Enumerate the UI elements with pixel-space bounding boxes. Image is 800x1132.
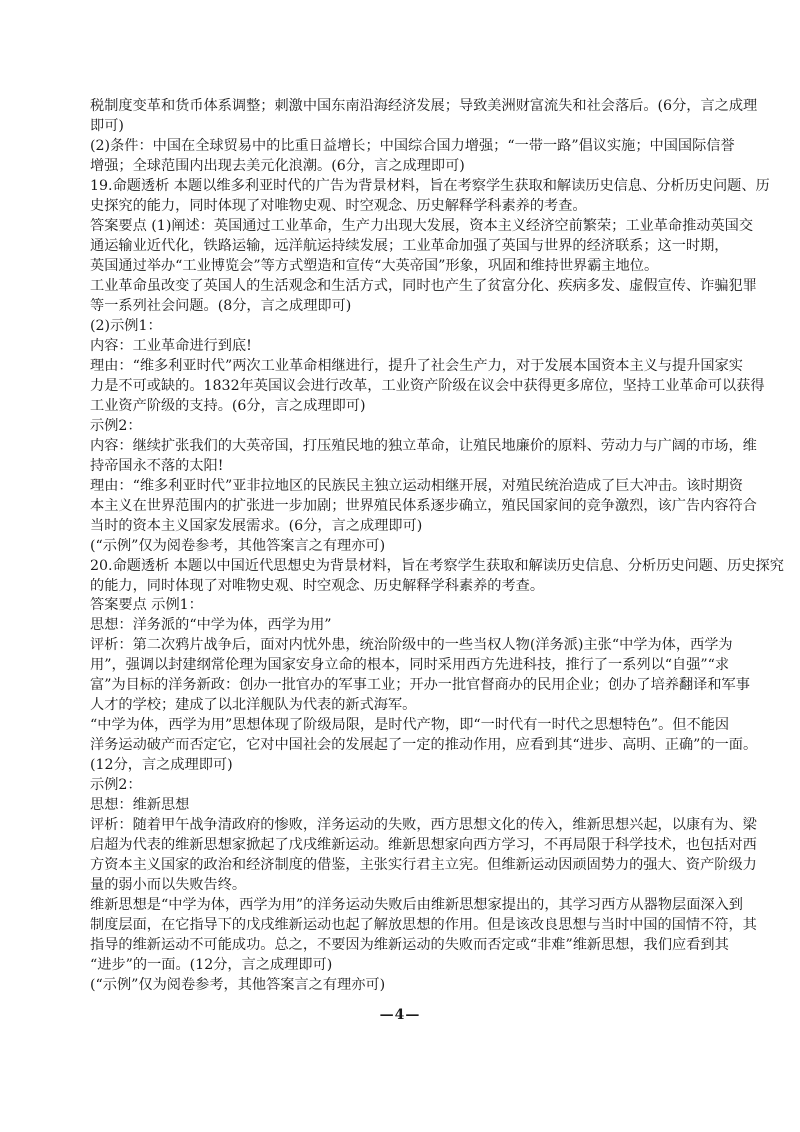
text-line: “中学为体，西学为用”思想体现了阶级局限，是时代产物，即“一时代有一时代之思想特色”。但不能因 (90, 717, 730, 734)
text-line: 方资本主义国家的政治和经济制度的借鉴，主张实行君主立宪。但维新运动因顽固势力的强大、资产阶级力 (90, 857, 757, 874)
text-line: 示例2： (90, 777, 142, 794)
text-line: (2)条件：中国在全球贸易中的比重日益增长；中国综合国力增强；“一带一路”倡议实施；中国国际信誉 (90, 138, 735, 154)
question-20-header: 20.命题透析 本题以中国近代思想史为背景材料，旨在考察学生获取和解读历史信息、分析历史问题、历史探究 (90, 557, 784, 574)
text-line: 答案要点 示例1： (90, 597, 203, 614)
text-line: 用”，强调以封建纲常伦理为国家安身立命的根本，同时采用西方先进科技，推行了一系列以“自强”“求 (90, 657, 730, 674)
text-line: 内容：工业革命进行到底! (90, 337, 252, 354)
text-line: 力是不可或缺的。1832年英国议会进行改革，工业资产阶级在议会中获得更多席位，坚持工业革命可以获得 (90, 377, 765, 394)
text-line: 本主义在世界范围内的扩张进一步加剧；世界殖民体系逐步确立，殖民国家间的竞争激烈，该广告内容符合 (90, 497, 757, 514)
text-line: 英国通过举办“工业博览会”等方式塑造和宣传“大英帝国”形象，巩固和维持世界霸主地位。 (90, 257, 659, 274)
text-line: 答案要点 (1)阐述：英国通过工业革命，生产力出现大发展，资本主义经济空前繁荣；工业革命推动英国交 (90, 217, 754, 234)
text-line: 制度层面，在它指导下的戊戌维新运动也起了解放思想的作用。但是该改良思想与当时中国的国情不符，其 (90, 917, 757, 934)
text-line: 洋务运动破产而否定它，它对中国社会的发展起了一定的推动作用，应看到其“进步、高明、正确”的一面。 (90, 737, 758, 754)
question-19-header: 19.命题透析 本题以维多利亚时代的广告为背景材料，旨在考察学生获取和解读历史信息、分析历史问题、历 (90, 177, 770, 194)
text-line: 评析：随着甲午战争清政府的惨败，洋务运动的失败，西方思想文化的传入，维新思想兴起，以康有为、梁 (90, 817, 757, 834)
text-line: 内容：继续扩张我们的大英帝国，打压殖民地的独立革命，让殖民地廉价的原料、劳动力与广阔的市场，维 (90, 437, 757, 454)
text-line: 启超为代表的维新思想家掀起了戊戌维新运动。维新思想家向西方学习，不再局限于科学技术，也包括对西 (90, 837, 757, 854)
text-line: 思想：维新思想 (90, 797, 190, 814)
text-line: 史探究的能力，同时体现了对唯物史观、时空观念、历史解释学科素养的考查。 (90, 197, 587, 214)
text-line: 即可) (90, 118, 124, 134)
page-number: —4— (379, 1007, 421, 1023)
text-line: 人才的学校；建成了以北洋舰队为代表的新式海军。 (90, 697, 417, 714)
text-line: 通运输业近代化，铁路运输，远洋航运持续发展；工业革命加强了英国与世界的经济联系；这一时期， (90, 237, 729, 254)
text-line: “进步”的一面。(12分，言之成理即可) (90, 957, 333, 973)
text-line: 思想：洋务派的“中学为体，西学为用” (90, 617, 332, 634)
text-line: (“示例”仅为阅卷参考，其他答案言之有理亦可) (90, 537, 386, 554)
text-line: 量的弱小而以失败告终。 (90, 877, 247, 894)
text-line: 富”为目标的洋务新政：创办一批官办的军事工业；开办一批官督商办的民用企业；创办了培养翻译和军事 (90, 677, 750, 694)
text-line: 理由：“维多利亚时代”两次工业革命相继进行，提升了社会生产力，对于发展本国资本主义与提升国家实 (90, 357, 743, 374)
text-line: 理由：“维多利亚时代”亚非拉地区的民族民主独立运动相继开展，对殖民统治造成了巨大冲击。该时期资 (90, 477, 743, 494)
text-line: 指导的维新运动不可能成功。总之，不要因为维新运动的失败而否定或“非难”维新思想，我们应看到其 (90, 937, 729, 954)
text-line: 的能力，同时体现了对唯物史观、时空观念、历史解释学科素养的考查。 (90, 577, 545, 594)
text-line: 当时的资本主义国家发展需求。(6分，言之成理即可) (90, 517, 423, 534)
text-line: 持帝国永不落的太阳! (90, 457, 224, 474)
text-line: (12分，言之成理即可) (90, 757, 233, 774)
text-line: 工业资产阶级的支持。(6分，言之成理即可) (90, 397, 366, 414)
text-line: 增强；全球范围内出现去美元化浪潮。(6分，言之成理即可) (90, 157, 465, 174)
text-line: (“示例”仅为阅卷参考，其他答案言之有理亦可) (90, 977, 386, 993)
text-line: 评析：第二次鸦片战争后，面对内忧外患，统治阶级中的一些当权人物(洋务派)主张“中学为体，西学为 (90, 637, 733, 654)
text-line: (2)示例1： (90, 317, 162, 334)
text-line: 等一系列社会问题。(8分，言之成理即可) (90, 297, 352, 314)
text-line: 税制度变革和货币体系调整；刺激中国东南沿海经济发展；导致美洲财富流失和社会落后。(6分，言之成理 (90, 98, 758, 114)
text-line: 示例2： (90, 417, 142, 434)
text-line: 维新思想是“中学为体，西学为用”的洋务运动失败后由维新思想家提出的，其学习西方从器物层面深入到 (90, 897, 743, 914)
text-line: 工业革命虽改变了英国人的生活观念和生活方式，同时也产生了贫富分化、疾病多发、虚假宣传、诈骗犯罪 (90, 277, 757, 294)
